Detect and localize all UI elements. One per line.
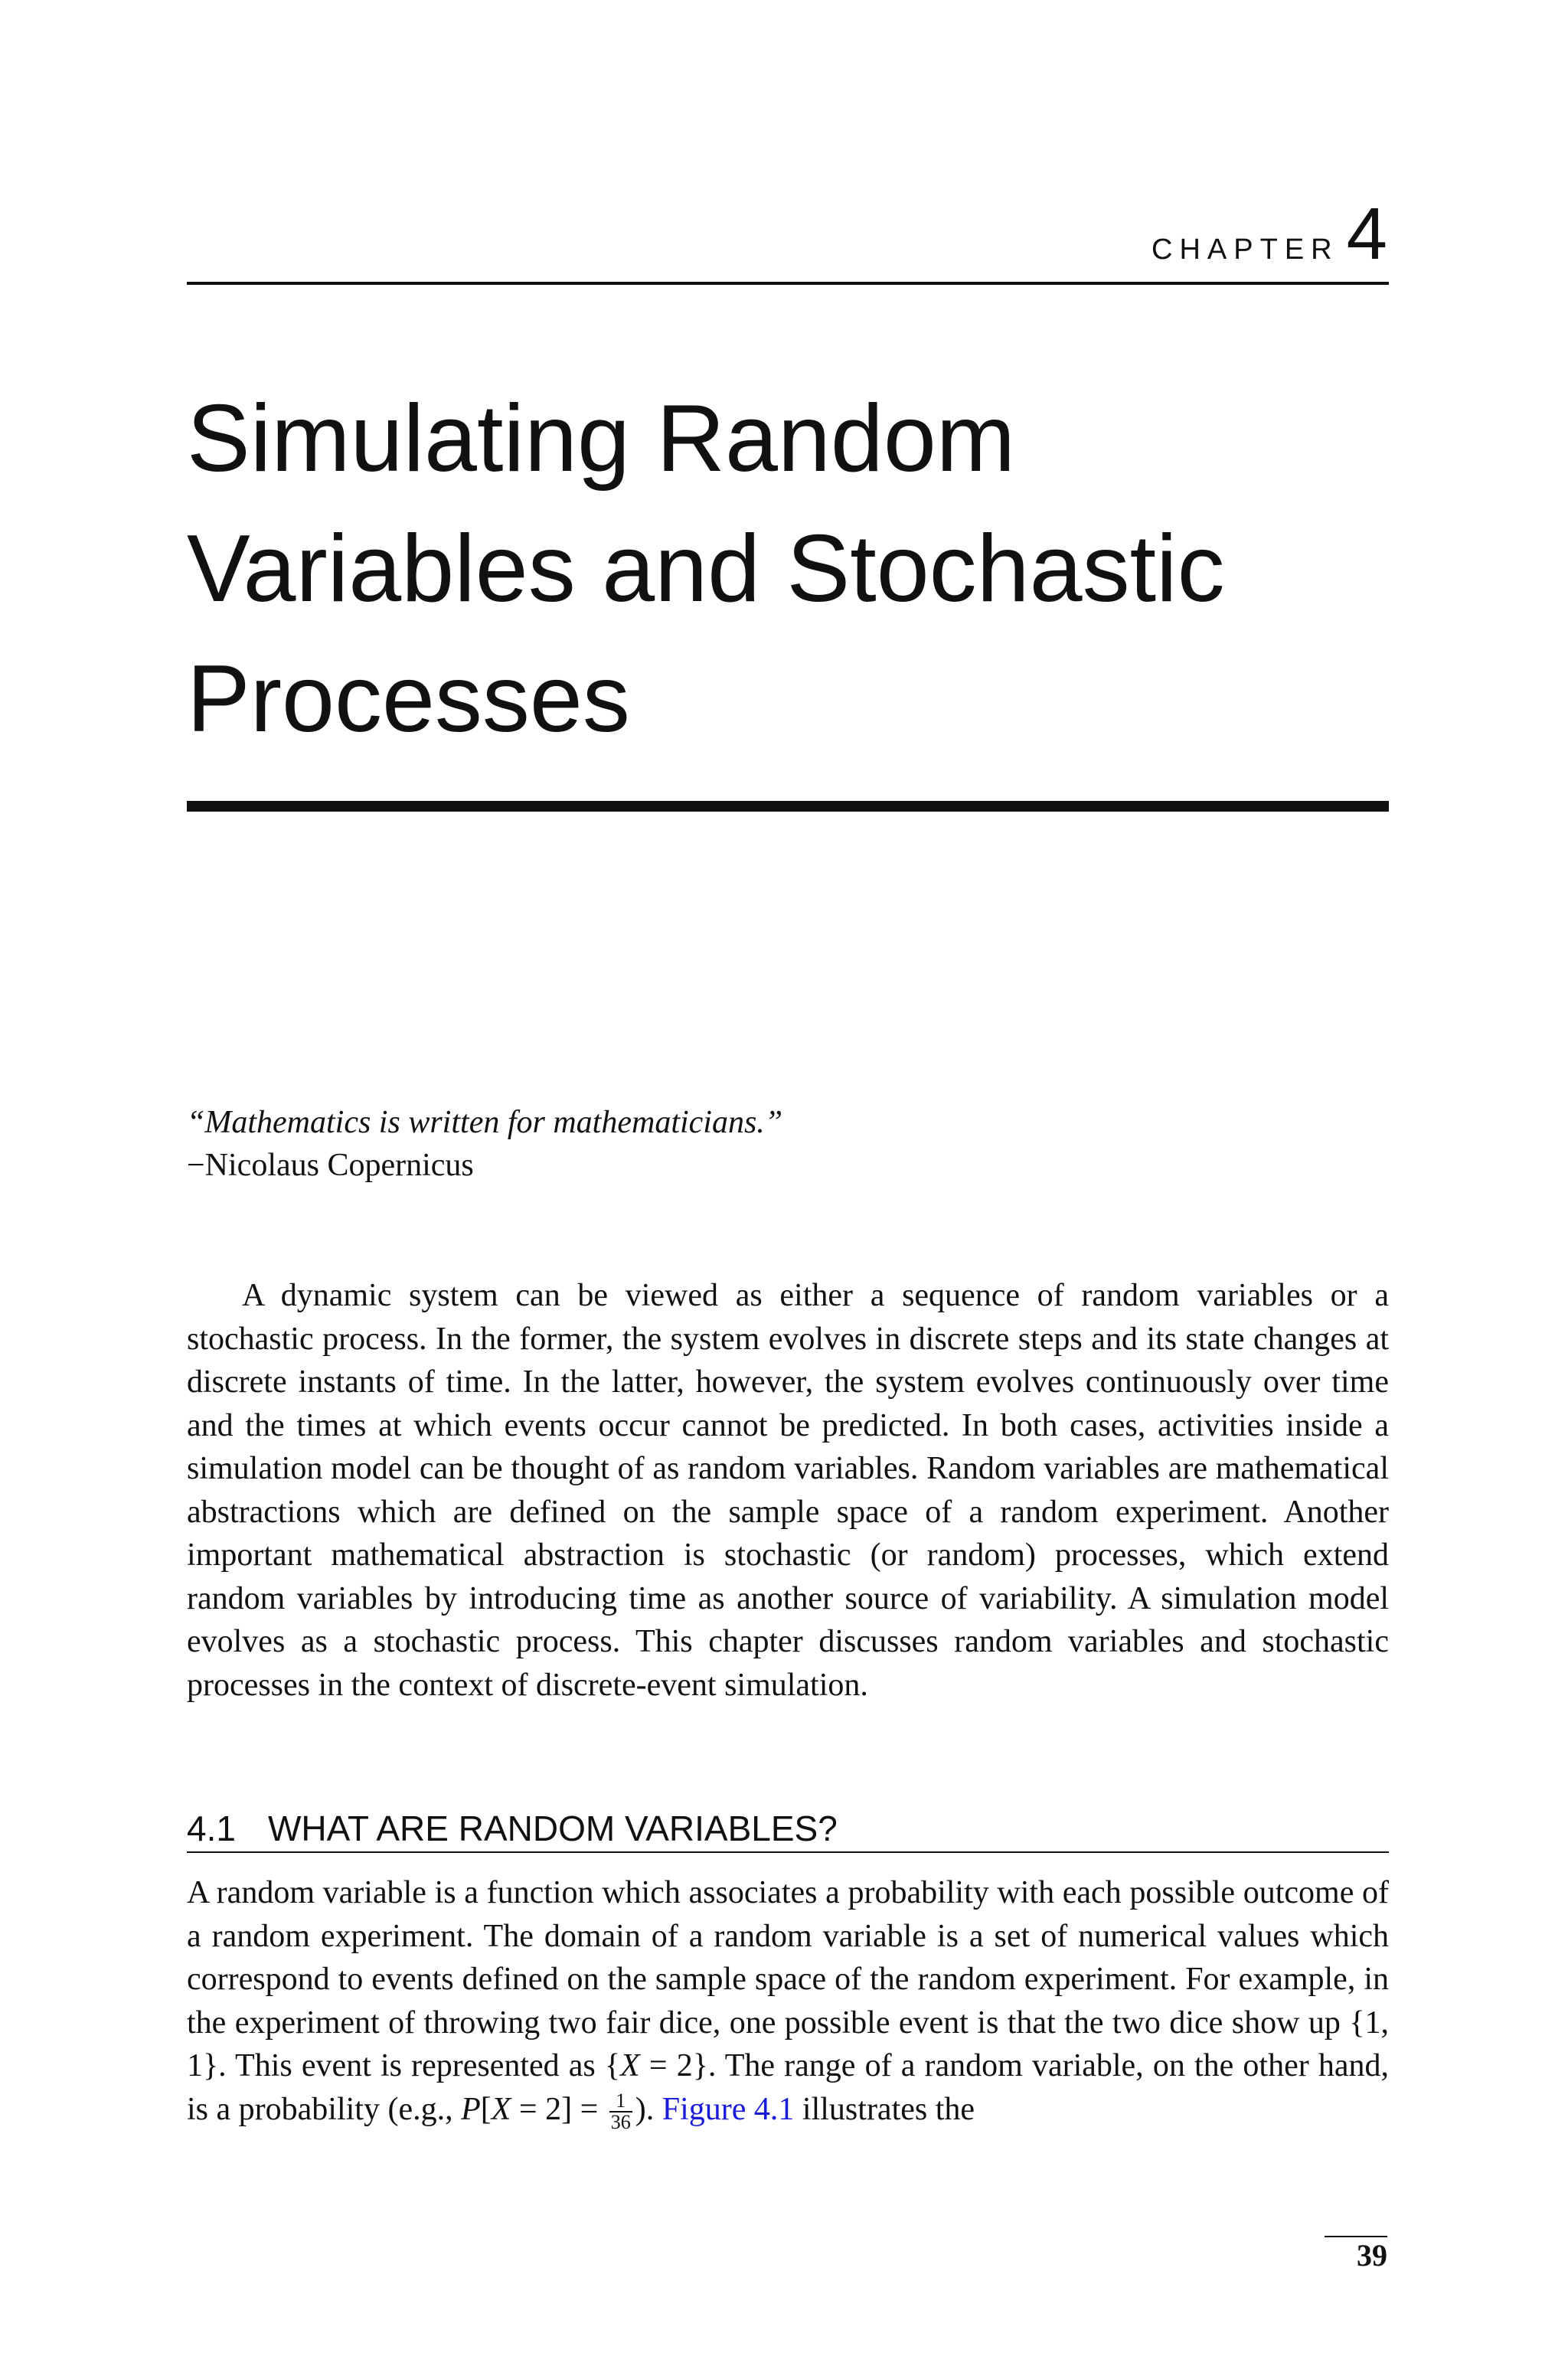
- epigraph-author: −Nicolaus Copernicus: [187, 1148, 474, 1183]
- fraction-numerator: 1: [609, 2091, 632, 2112]
- section-number: 4.1: [187, 1809, 236, 1848]
- chapter-rule: [187, 282, 1389, 285]
- epigraph: [187, 1101, 782, 1187]
- epigraph-quote: “Mathematics is written for mathematicians.”: [187, 1105, 783, 1140]
- paragraph-text: [: [480, 2091, 492, 2127]
- chapter-title: [187, 374, 1412, 764]
- math-variable: P: [461, 2091, 481, 2127]
- section-rule: [187, 1851, 1389, 1853]
- figure-link[interactable]: Figure 4.1: [662, 2091, 795, 2127]
- intro-paragraph: A dynamic system can be viewed as either a sequence of random variables or a stochastic process. In the former, the system evolves in discrete steps and its state changes at discrete instants of time. In the latter, however, the system evolves continuously over time and the times at which events occur cannot be predicted. In both cases, activities inside a simulation model can be thought of as random variables. Random variables are mathematical abstractions which are defined on the sample space of a random experiment. Another important mathematical abstraction is stochastic (or random) processes, which extend random variables by introducing time as another source of variability. A simulation model evolves as a stochastic process. This chapter discusses random variables and stochastic processes in the context of discrete-event simulation.: [187, 1278, 1389, 1703]
- chapter-title-line: Simulating Random: [187, 386, 1016, 492]
- paragraph-text: = 2] =: [511, 2091, 606, 2127]
- chapter-label: [1152, 193, 1387, 275]
- title-rule: [187, 801, 1389, 812]
- paragraph-text: illustrates the: [794, 2091, 975, 2127]
- chapter-title-line: Variables and Stochastic: [187, 516, 1225, 622]
- chapter-word: CHAPTER: [1152, 234, 1339, 266]
- paragraph-text: A random variable is a function which associates a probability with each possible outcome of a random experiment. The domain of a random variable is a set of numerical values which correspond to events defined on the sample space of the random experiment. For example, in the experiment of throwing two fair dice, one possible event is that the two dice show up {1, 1}. This event is represented as {: [187, 1875, 1389, 2083]
- chapter-title-line: Processes: [187, 646, 630, 752]
- fraction: [609, 2091, 632, 2132]
- chapter-number: 4: [1346, 193, 1387, 275]
- paragraph-text: ).: [635, 2091, 662, 2127]
- paragraph-text: = 2}. The range of a random variable, on the other hand, is a probability (e.g.,: [187, 2048, 1389, 2127]
- fraction-denominator: 36: [610, 2110, 631, 2133]
- section-title: WHAT ARE RANDOM VARIABLES?: [267, 1809, 838, 1848]
- math-variable: X: [620, 2048, 640, 2083]
- section-heading: [187, 1805, 1389, 1851]
- math-variable: X: [491, 2091, 511, 2127]
- page-number: 39: [1357, 2238, 1387, 2273]
- section-paragraph: [187, 1871, 1389, 2132]
